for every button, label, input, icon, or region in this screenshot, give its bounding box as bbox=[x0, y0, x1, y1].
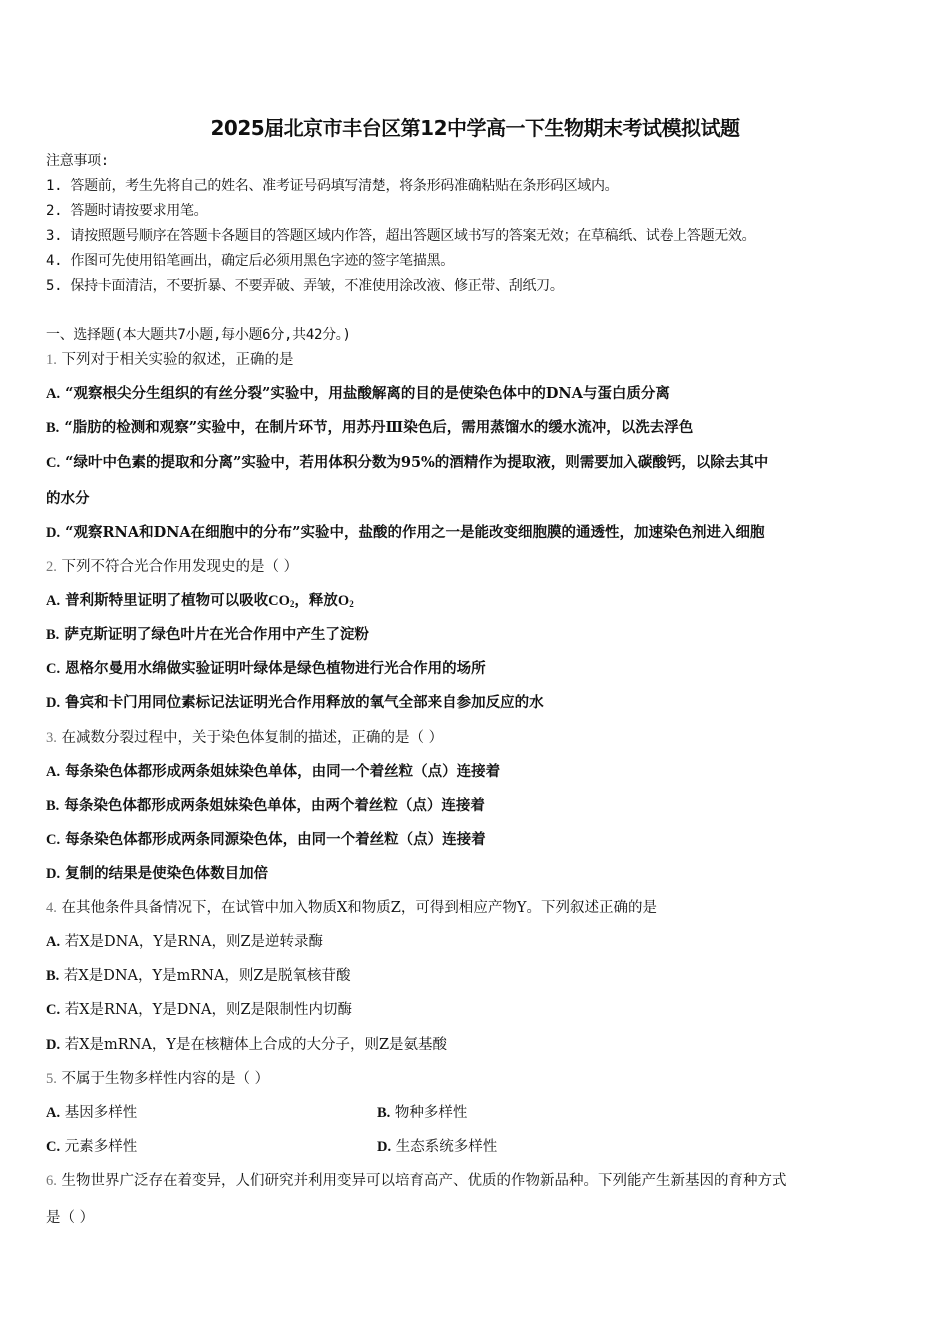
option-label: C. bbox=[46, 1139, 61, 1155]
option-a bbox=[46, 384, 670, 404]
option-a bbox=[46, 932, 323, 952]
question-stem: 下列不符合光合作用发现史的是（ ） bbox=[61, 559, 299, 575]
option-label: D. bbox=[46, 525, 61, 541]
option-text: “观察RNA和DNA在细胞中的分布”实验中，盐酸的作用之一是能改变细胞膜的通透性，加速染色剂进入细胞 bbox=[65, 524, 765, 541]
question-number: 1. bbox=[46, 352, 57, 368]
option-label: A. bbox=[46, 934, 61, 950]
option-a bbox=[46, 1103, 137, 1123]
document-title: 2025届北京市丰台区第12中学高一下生物期末考试模拟试题 bbox=[210, 116, 740, 140]
option-text: 生态系统多样性 bbox=[395, 1139, 498, 1155]
option-label: D. bbox=[46, 866, 61, 882]
option-d bbox=[46, 864, 268, 884]
option-text: 复制的结果是使染色体数目加倍 bbox=[65, 865, 269, 882]
option-label: A. bbox=[46, 386, 61, 402]
question-number: 4. bbox=[46, 900, 57, 916]
option-label: C. bbox=[46, 455, 61, 471]
option-c bbox=[46, 1137, 137, 1157]
option-c bbox=[46, 830, 486, 850]
option-text: 若X是mRNA，Y是在核糖体上合成的大分子，则Z是氨基酸 bbox=[64, 1037, 448, 1053]
question-stem: 生物世界广泛存在着变异，人们研究并利用变异可以培育高产、优质的作物新品种。下列能产生新基因的育种方式 bbox=[61, 1173, 787, 1189]
option-text: 每条染色体都形成两条姐妹染色单体，由同一个着丝粒（点）连接着 bbox=[65, 763, 501, 780]
question-number: 5. bbox=[46, 1071, 57, 1087]
section-heading: 一、选择题(本大题共7小题,每小题6分,共42分。) bbox=[46, 327, 351, 343]
option-text: 萨克斯证明了绿色叶片在光合作用中产生了淀粉 bbox=[64, 626, 369, 643]
option-label: D. bbox=[377, 1139, 392, 1155]
option-c-continued: 的水分 bbox=[46, 490, 90, 507]
option-label: B. bbox=[46, 968, 60, 984]
option-label: B. bbox=[46, 627, 60, 643]
option-text: 若X是RNA，Y是DNA，则Z是限制性内切酶 bbox=[64, 1002, 353, 1018]
option-b bbox=[46, 796, 485, 816]
notice-item: 1. 答题前，考生先将自己的姓名、准考证号码填写清楚，将条形码准确粘贴在条形码区域内。 bbox=[46, 178, 619, 194]
option-text: “脂肪的检测和观察”实验中，在制片环节，用苏丹Ⅲ染色后，需用蒸馏水的缓水流冲，以洗去浮色 bbox=[64, 419, 694, 436]
option-label: A. bbox=[46, 1105, 61, 1121]
option-label: B. bbox=[46, 798, 60, 814]
question-stem: 在其他条件具备情况下，在试管中加入物质X和物质Z，可得到相应产物Y。下列叙述正确的是 bbox=[61, 900, 657, 916]
option-label: C. bbox=[46, 1002, 61, 1018]
question-1 bbox=[46, 350, 293, 370]
question-4 bbox=[46, 898, 657, 918]
question-3 bbox=[46, 728, 443, 748]
question-2 bbox=[46, 557, 298, 577]
option-label: B. bbox=[46, 420, 60, 436]
question-stem: 不属于生物多样性内容的是（ ） bbox=[61, 1071, 270, 1087]
option-label: A. bbox=[46, 764, 61, 780]
question-number: 3. bbox=[46, 730, 57, 746]
question-stem: 下列对于相关实验的叙述，正确的是 bbox=[61, 352, 294, 368]
option-text: 若X是DNA，Y是RNA，则Z是逆转录酶 bbox=[64, 934, 324, 950]
option-text: 每条染色体都形成两条姐妹染色单体，由两个着丝粒（点）连接着 bbox=[64, 797, 485, 814]
formula-o2: $O_2$ bbox=[337, 593, 354, 609]
option-text: 普利斯特里证明了植物可以吸收 bbox=[65, 592, 269, 609]
option-b bbox=[46, 966, 351, 986]
option-label: C. bbox=[46, 832, 61, 848]
notice-item: 2. 答题时请按要求用笔。 bbox=[46, 203, 208, 219]
option-label: A. bbox=[46, 593, 61, 609]
option-c bbox=[46, 1000, 352, 1020]
question-stem: 在减数分裂过程中，关于染色体复制的描述，正确的是（ ） bbox=[61, 730, 444, 746]
question-number: 6. bbox=[46, 1173, 57, 1189]
option-b bbox=[46, 625, 369, 645]
notice-item: 5. 保持卡面清洁，不要折暴、不要弄破、弄皱，不准使用涂改液、修正带、刮纸刀。 bbox=[46, 278, 564, 294]
option-text: 鲁宾和卡门用同位素标记法证明光合作用释放的氧气全部来自参加反应的水 bbox=[65, 694, 544, 711]
option-label: C. bbox=[46, 661, 61, 677]
option-label: B. bbox=[377, 1105, 391, 1121]
option-d bbox=[46, 523, 764, 543]
option-label: D. bbox=[46, 1037, 61, 1053]
notice-heading: 注意事项: bbox=[46, 153, 109, 169]
option-text: 元素多样性 bbox=[64, 1139, 138, 1155]
option-text: “观察根尖分生组织的有丝分裂”实验中，用盐酸解离的目的是使染色体中的DNA与蛋白质分离 bbox=[65, 385, 670, 402]
question-6 bbox=[46, 1171, 786, 1191]
option-d bbox=[46, 693, 544, 713]
question-5 bbox=[46, 1069, 269, 1089]
option-text: 每条染色体都形成两条同源染色体，由同一个着丝粒（点）连接着 bbox=[65, 831, 486, 848]
option-c bbox=[46, 453, 768, 473]
question-number: 2. bbox=[46, 559, 57, 575]
formula-co2: $CO_2$ bbox=[268, 593, 295, 609]
option-label: D. bbox=[46, 695, 61, 711]
option-c bbox=[46, 659, 486, 679]
option-b bbox=[377, 1103, 467, 1123]
option-b bbox=[46, 418, 693, 438]
option-text: 基因多样性 bbox=[64, 1105, 138, 1121]
notice-item: 3. 请按照题号顺序在答题卡各题目的答题区域内作答，超出答题区域书写的答案无效；在草稿纸、试卷上答题无效。 bbox=[46, 228, 756, 244]
option-d bbox=[377, 1137, 497, 1157]
option-text: 恩格尔曼用水绵做实验证明叶绿体是绿色植物进行光合作用的场所 bbox=[65, 660, 486, 677]
option-d bbox=[46, 1035, 447, 1055]
option-text: 物种多样性 bbox=[394, 1105, 468, 1121]
option-a: A. 普利斯特里证明了植物可以吸收$CO_2$，释放$O_2$ bbox=[46, 592, 354, 609]
question-6-continued: 是（ ） bbox=[46, 1210, 95, 1226]
option-a bbox=[46, 762, 500, 782]
notice-item: 4. 作图可先使用铅笔画出，确定后必须用黑色字迹的签字笔描黑。 bbox=[46, 253, 454, 269]
option-text: 若X是DNA，Y是mRNA，则Z是脱氧核苷酸 bbox=[63, 968, 351, 984]
option-text: “绿叶中色素的提取和分离”实验中，若用体积分数为95%的酒精作为提取液，则需要加入碳酸钙，以除去其中 bbox=[65, 454, 769, 471]
